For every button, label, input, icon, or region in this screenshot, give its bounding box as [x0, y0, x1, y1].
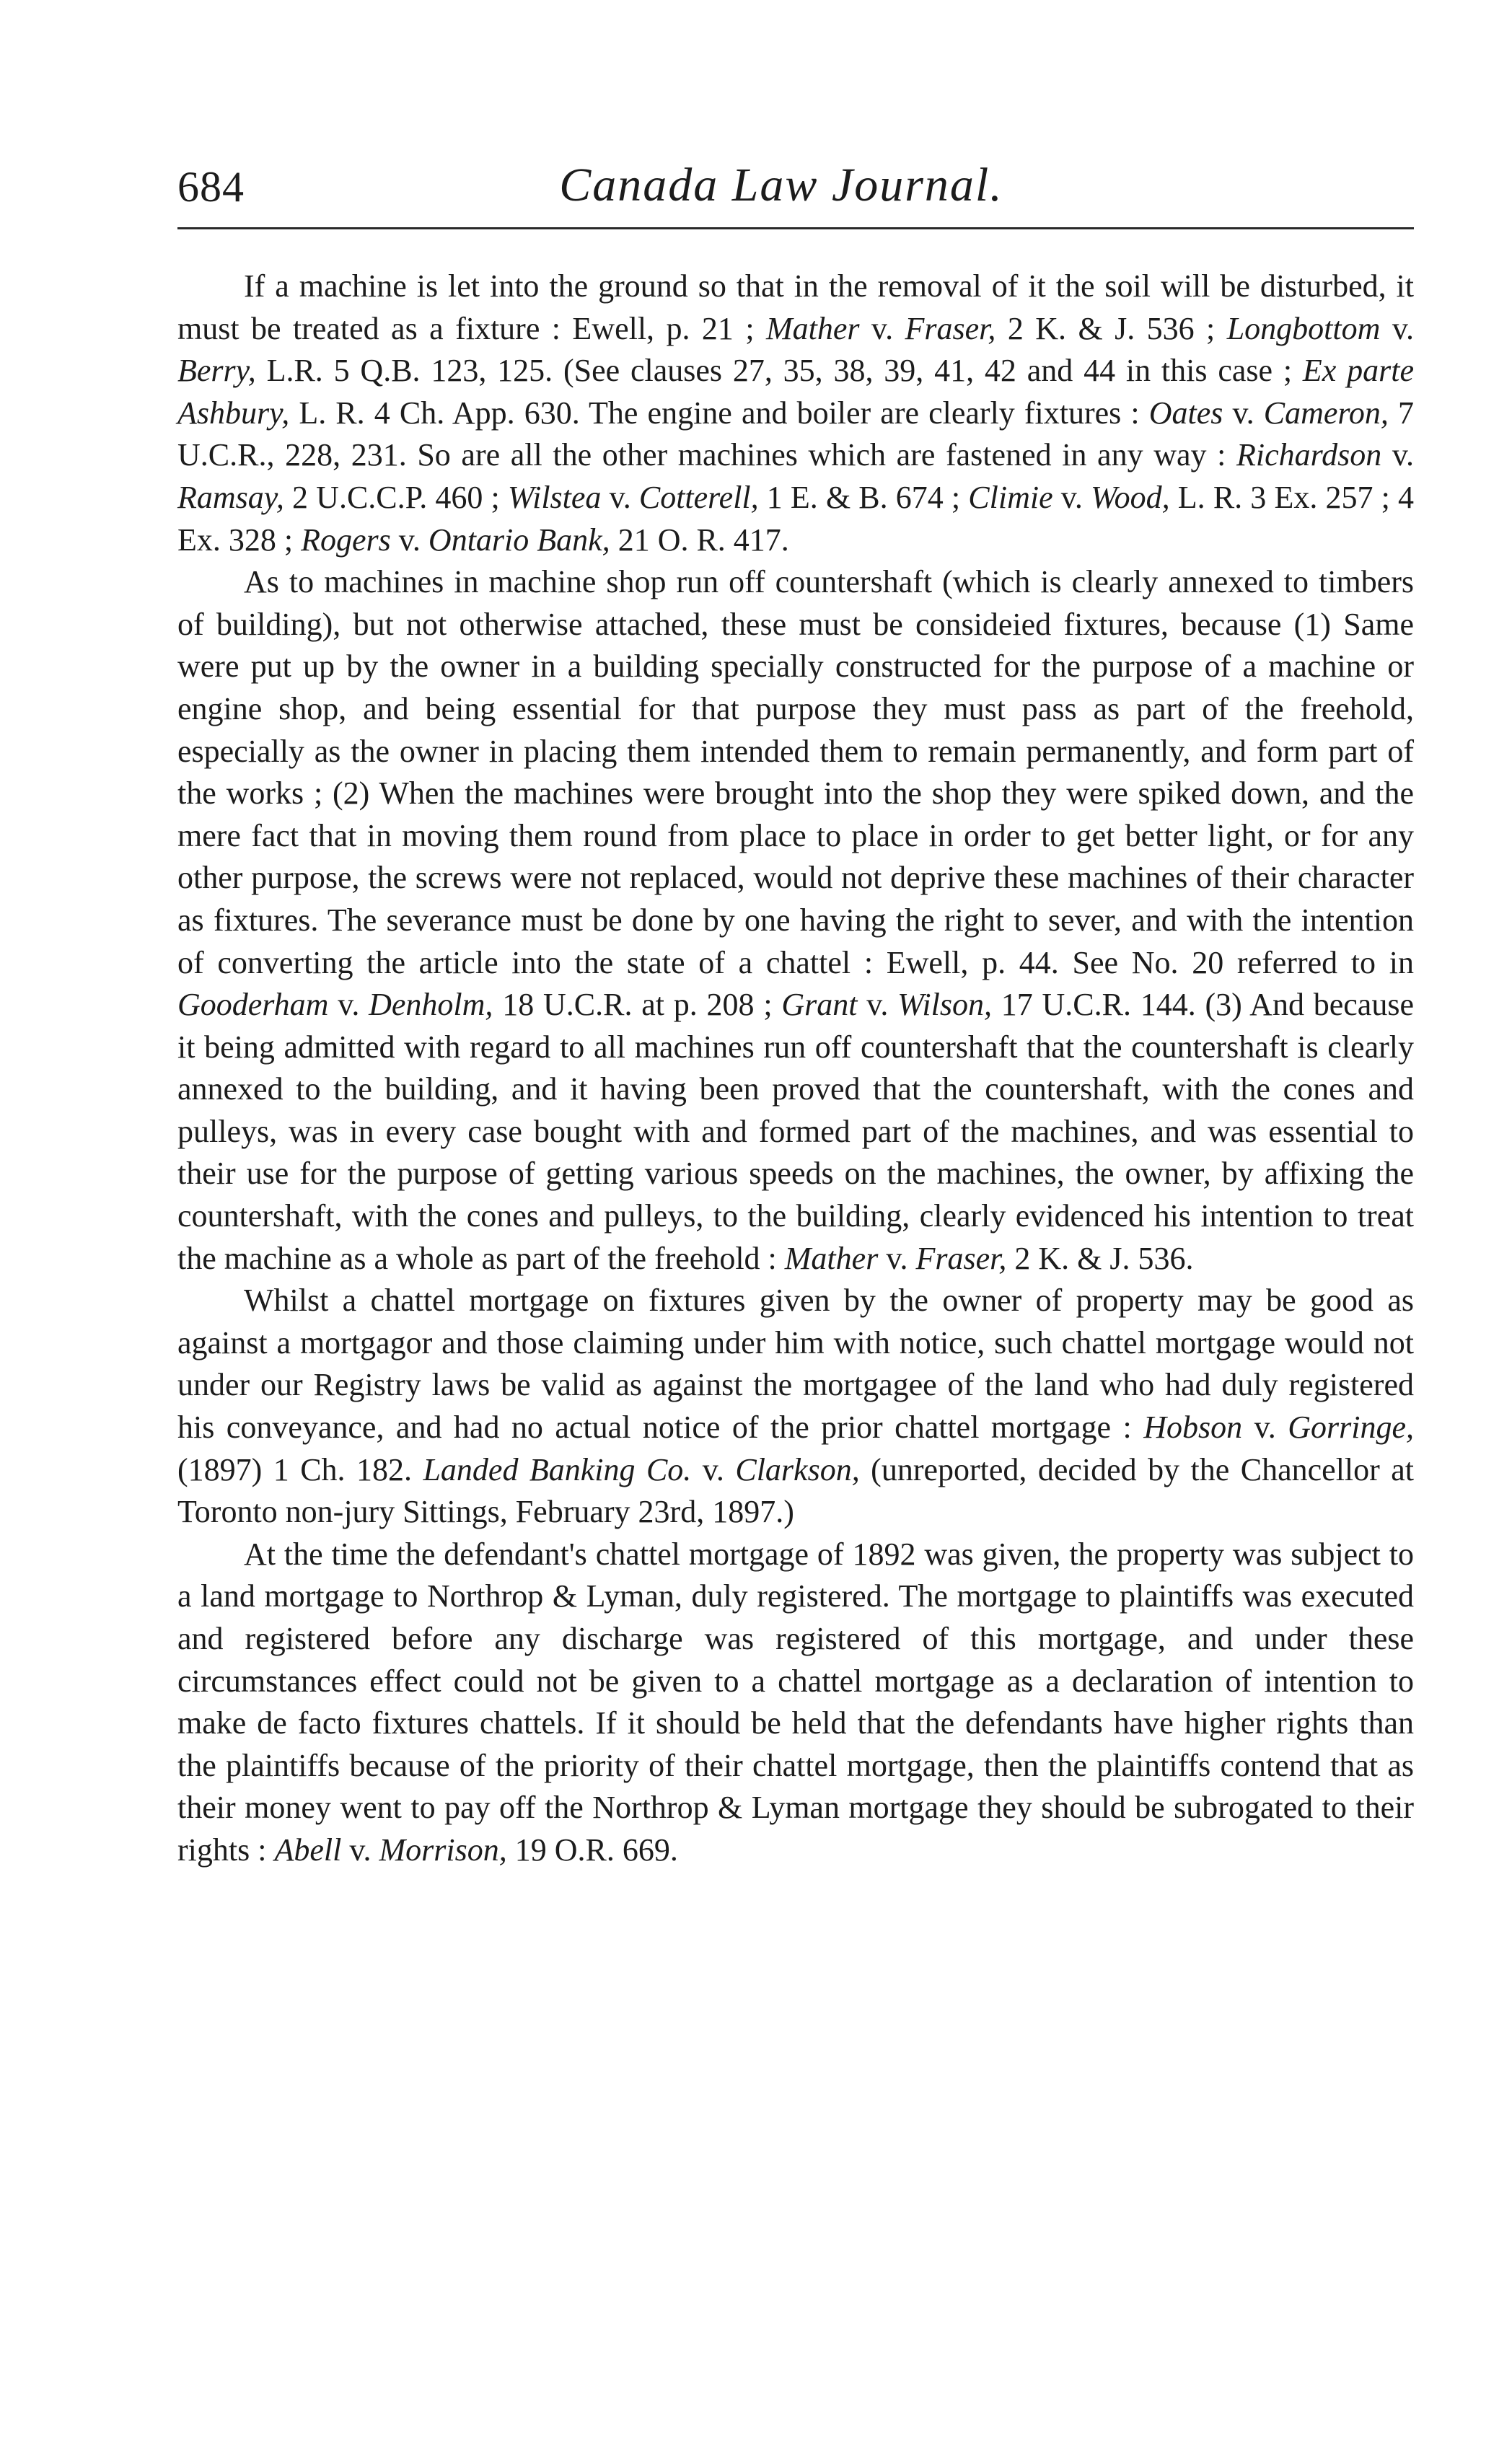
text-run: v. — [1223, 395, 1264, 431]
running-head — [177, 148, 1414, 229]
text-run: 17 U.C.R. 144. (3) And because it being admitted with regard to all machines run off countershaft that the countershaft is clearly annexed to the building, and it having been proved that the countershaft, with the cones and pulleys, was in every case bought with and formed part of the machines, and was essential to their use for the purpose of getting various speeds on the machines, the owner, by affixing the countershaft, with the cones and pulleys, to the building, clearly evidenced his intention to treat the machine as a whole as part of the freehold : — [177, 987, 1414, 1276]
text-run: 2 K. & J. 536. — [1006, 1240, 1194, 1276]
case-name: Oates — [1148, 395, 1223, 431]
journal-title: Canada Law Journal. — [559, 159, 1003, 211]
case-name: Clarkson, — [735, 1451, 860, 1487]
text-run: v. — [691, 1451, 736, 1487]
case-name: Abell — [274, 1832, 342, 1868]
text-run: As to machines in machine shop run off countershaft (which is clearly annexed to timbers of building), but not otherwise attached, these must be consideied fixtures, because (1) Same were put up by the owner in a building specially constructed for the purpose of a machine or engine shop, and being essential for that purpose they must pass as part of the freehold, especially as the owner in placing them intended them to remain permanently, and form part of the works ; (2) When the machines were brought into the shop they were spiked down, and the mere fact that in moving them round from place to place in order to get better light, or for any other purpose, the screws were not replaced, would not deprive these machines of their character as fixtures. The severance must be done by one having the right to sever, and with the intention of converting the article into the state of a chattel : Ewell, p. 44. See No. 20 referred to in — [177, 564, 1414, 980]
text-run: 18 U.C.R. at p. 208 ; — [493, 987, 782, 1023]
text-run: v. — [878, 1240, 916, 1276]
text-run: v. — [390, 522, 428, 558]
text-run: v. — [857, 987, 898, 1023]
case-name: Climie — [968, 479, 1053, 515]
text-run: L.R. 5 Q.B. 123, 125. (See clauses 27, 35, 38, 39, 41, 42 and 44 in this case ; — [255, 353, 1303, 389]
text-run: 2 K. & J. 536 ; — [995, 310, 1227, 346]
text-run: 19 O.R. 669. — [506, 1832, 678, 1868]
text-run: v. — [601, 479, 639, 515]
text-run: (unreported, decided by the Chancellor at Toronto non-jury Sittings, February 23rd, 1897.) — [177, 1451, 1414, 1530]
paragraph — [177, 561, 1414, 1280]
case-name: Richardson — [1236, 437, 1382, 473]
text-run: v. — [859, 310, 905, 346]
case-name: Denholm, — [369, 987, 493, 1023]
page-number: 684 — [177, 163, 245, 211]
text-run: Whilst a chattel mortgage on fixtures given by the owner of property may be good as against a mortgagor and those claiming under him with notice, such chattel mortgage would not under our Registry laws be valid as against the mortgagee of the land who had duly registered his conveyance, and had no actual notice of the prior chattel mortgage : — [177, 1283, 1414, 1446]
case-name: Wilson, — [897, 987, 992, 1023]
case-name: Gooderham — [177, 987, 329, 1023]
case-name: Mather — [784, 1240, 879, 1276]
text-run: 1 E. & B. 674 ; — [758, 479, 969, 515]
text-run: v. — [1242, 1410, 1288, 1446]
case-name: Fraser, — [915, 1240, 1007, 1276]
case-name: Morrison, — [379, 1832, 507, 1868]
text-run: v. — [1380, 310, 1414, 346]
case-name: Ontario Bank, — [428, 522, 610, 558]
text-run: L. R. 3 Ex. 257 ; 4 Ex. 328 ; — [177, 479, 1414, 558]
page — [177, 148, 1414, 1872]
text-run: L. R. 4 Ch. App. 630. The engine and boiler are clearly fixtures : — [289, 395, 1149, 431]
text-run: v. — [341, 1832, 379, 1868]
paragraph — [177, 1534, 1414, 1872]
case-name: Wood, — [1091, 479, 1170, 515]
text-run: v. — [1052, 479, 1091, 515]
case-name: Berry, — [177, 353, 256, 389]
text-run: At the time the defendant's chattel mortgage of 1892 was given, the property was subject to a land mortgage to Northrop & Lyman, duly registered. The mortgage to plaintiffs was executed and registered before any discharge was registered of this mortgage, and under these circumstances effect could not be given to a chattel mortgage as a declaration of intention to make de facto fixtures chattels. If it should be held that the defendants have higher rights than the plaintiffs because of the priority of their chattel mortgage, then the plaintiffs contend that as their money went to pay off the Northrop & Lyman mortgage they should be subrogated to their rights : — [177, 1536, 1414, 1868]
case-name: Cameron, — [1263, 395, 1389, 431]
text-run: v. — [328, 987, 369, 1023]
case-name: Hobson — [1143, 1410, 1243, 1446]
body-text — [177, 265, 1414, 1872]
case-name: Ramsay, — [177, 479, 284, 515]
text-run: If a machine is let into the ground so that in the removal of it the soil will be disturbed, it must be treated as a fixture : Ewell, p. 21 ; — [177, 268, 1414, 346]
paragraph — [177, 265, 1414, 561]
paragraph — [177, 1280, 1414, 1534]
case-name: Ex parte Ashbury, — [177, 353, 1414, 431]
case-name: Wilstea — [507, 479, 602, 515]
case-name: Fraser, — [905, 310, 996, 346]
text-run: 2 U.C.C.P. 460 ; — [284, 479, 508, 515]
text-run: 7 U.C.R., 228, 231. So are all the other machines which are fastened in any way : — [177, 395, 1414, 473]
case-name: Longbottom — [1226, 310, 1381, 346]
text-run: v. — [1381, 437, 1414, 473]
case-name: Mather — [765, 310, 860, 346]
case-name: Cotterell, — [638, 479, 759, 515]
case-name: Rogers — [301, 522, 391, 558]
text-run: (1897) 1 Ch. 182. — [177, 1451, 423, 1487]
text-run: 21 O. R. 417. — [610, 522, 789, 558]
case-name: Gorringe, — [1288, 1410, 1414, 1446]
case-name: Grant — [781, 987, 858, 1023]
case-name: Landed Banking Co. — [423, 1451, 692, 1487]
